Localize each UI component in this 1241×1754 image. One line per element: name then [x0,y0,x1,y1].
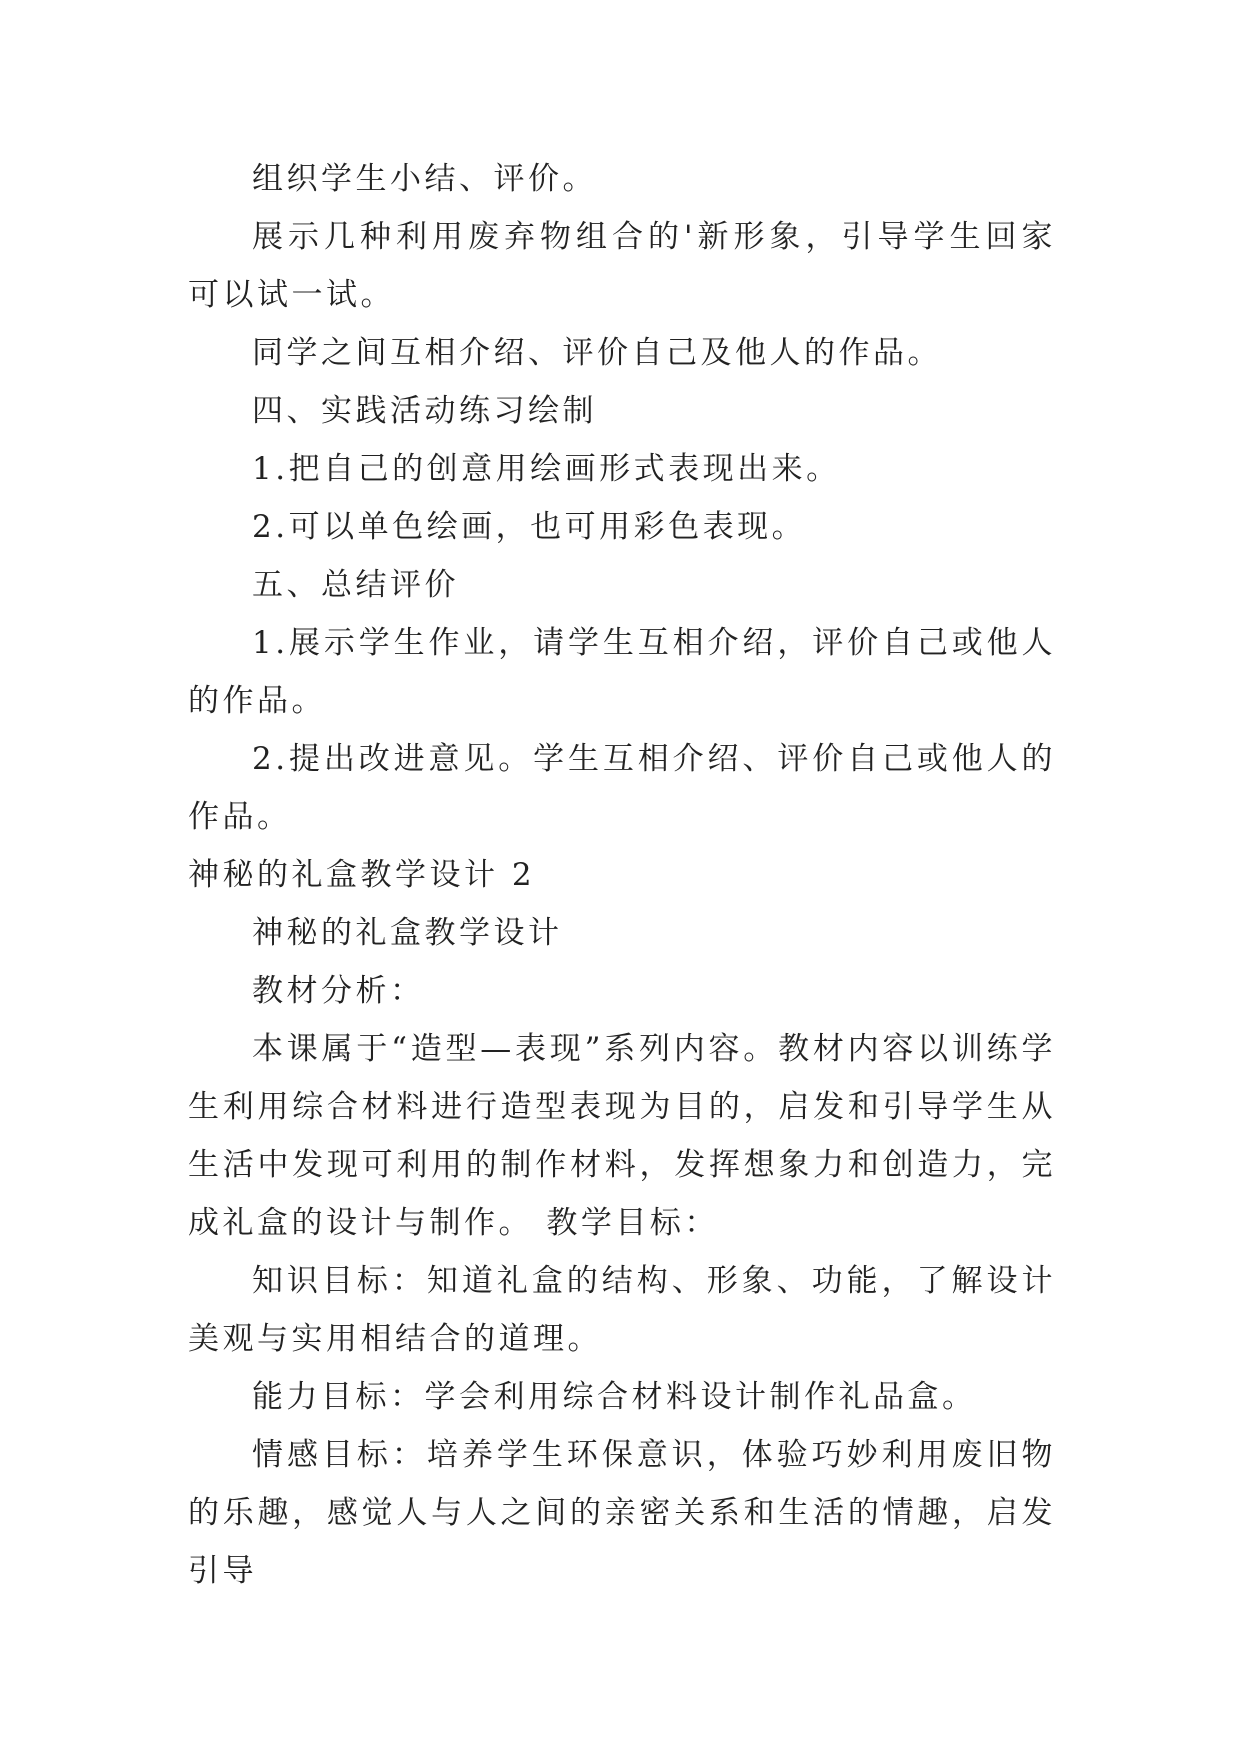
paragraph: 情感目标：培养学生环保意识，体验巧妙利用废旧物的乐趣，感觉人与人之间的亲密关系和生活的情趣，启发引导 [188,1437,1056,1589]
subtitle: 神秘的礼盒教学设计 [252,915,563,951]
paragraph: 展示几种利用废弃物组合的'新形象，引导学生回家可以试一试。 [188,219,1056,313]
paragraph: 同学之间互相介绍、评价自己及他人的作品。 [252,335,942,371]
section-heading: 四、实践活动练习绘制 [252,393,597,429]
paragraph: 能力目标：学会利用综合材料设计制作礼品盒。 [252,1379,977,1415]
section-heading: 教材分析： [252,973,425,1009]
list-item: 1.展示学生作业，请学生互相介绍，评价自己或他人的作品。 [188,625,1056,719]
paragraph: 组织学生小结、评价。 [252,161,597,197]
list-item: 1.把自己的创意用绘画形式表现出来。 [252,451,841,487]
list-item: 2.可以单色绘画，也可用彩色表现。 [252,509,807,545]
list-item: 2.提出改进意见。学生互相介绍、评价自己或他人的作品。 [188,741,1056,835]
section-heading: 五、总结评价 [252,567,459,603]
document-title: 神秘的礼盒教学设计 2 [188,857,536,893]
paragraph: 知识目标：知道礼盒的结构、形象、功能，了解设计美观与实用相结合的道理。 [188,1263,1056,1357]
document-body [188,150,1056,1600]
paragraph: 本课属于“造型—表现”系列内容。教材内容以训练学生利用综合材料进行造型表现为目的，启发和引导学生从生活中发现可利用的制作材料，发挥想象力和创造力，完成礼盒的设计与制作。 教学目标： [188,1031,1056,1241]
